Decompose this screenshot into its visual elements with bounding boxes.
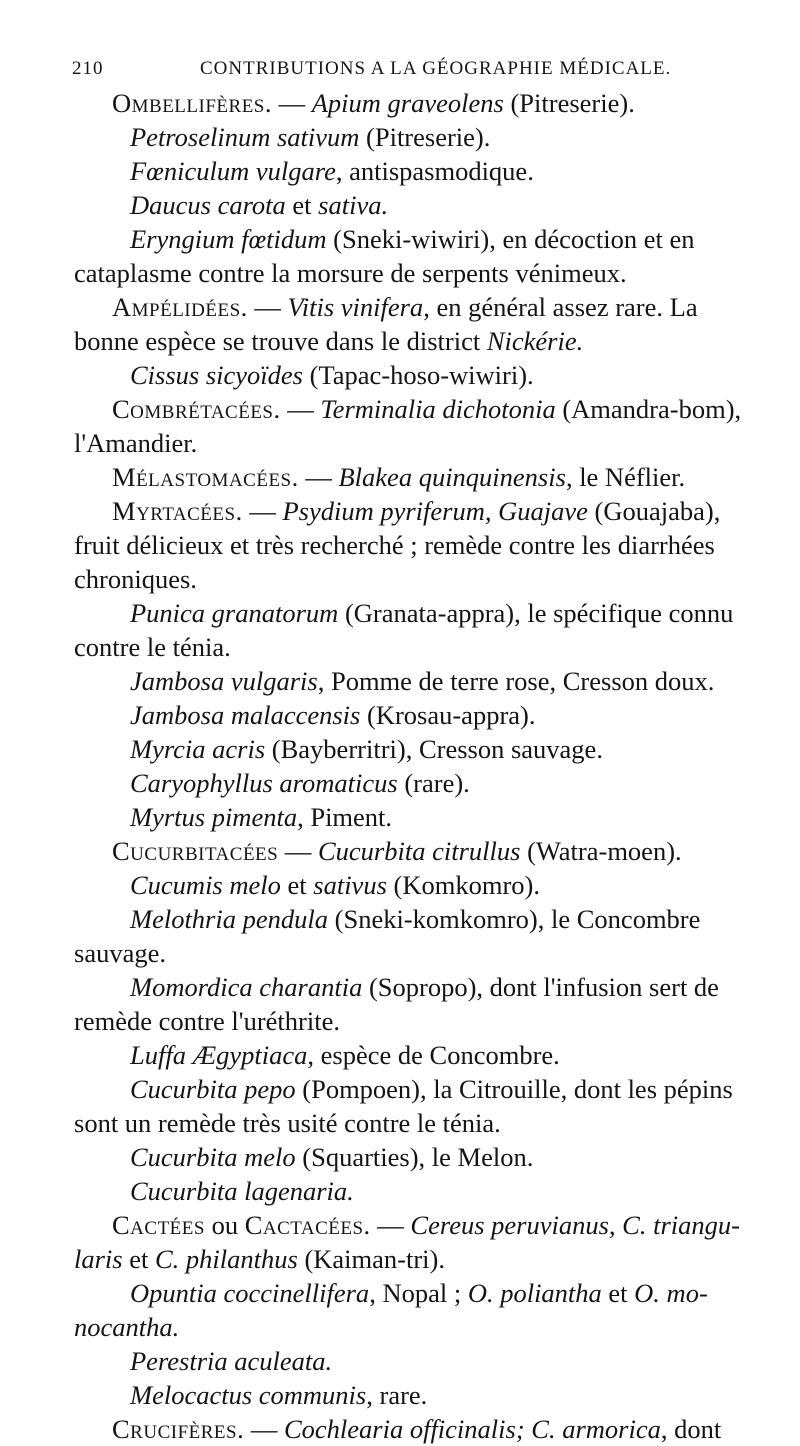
italic-span: C. philanthus	[154, 1244, 298, 1274]
text-line	[74, 630, 764, 664]
text-span: (Sopropo), dont l'infusion sert de	[362, 972, 719, 1002]
text-span: (Pitreserie).	[359, 122, 491, 152]
text-span: (Squarties), le Melon.	[295, 1142, 534, 1172]
text-line	[74, 1242, 764, 1276]
text-line	[74, 970, 764, 1004]
italic-span: Melocactus communis	[130, 1380, 367, 1410]
text-span: bonne espèce se trouve dans le district	[74, 326, 487, 356]
text-span: , le Néflier.	[565, 462, 686, 492]
text-span: (Amandra-bom),	[555, 394, 742, 424]
text-line	[74, 494, 764, 528]
italic-span: Cucumis melo	[130, 870, 281, 900]
text-line	[74, 1140, 764, 1174]
italic-span: Daucus carota	[130, 190, 286, 220]
text-line	[74, 1004, 764, 1038]
family-name: Ampélidées.	[112, 292, 248, 322]
text-span: , Pomme de terre rose, Cresson doux.	[317, 666, 715, 696]
text-line	[74, 1276, 764, 1310]
italic-span: sativa.	[318, 190, 389, 220]
text-span: ou	[204, 1210, 245, 1240]
text-span: et	[122, 1244, 155, 1274]
text-span: , Piment.	[297, 802, 393, 832]
italic-span: Punica granatorum	[130, 598, 339, 628]
text-span: (Sneki-wiwiri), en décoction et en	[326, 224, 695, 254]
italic-span: Cochlearia officinalis; C. armorica	[283, 1414, 661, 1444]
text-line	[74, 120, 764, 154]
italic-span: Opuntia coccinellifera	[130, 1278, 370, 1308]
text-line	[74, 1310, 764, 1344]
text-span: (Pompoen), la Citrouille, dont les pépins	[295, 1074, 733, 1104]
italic-span: O. mo-	[634, 1278, 708, 1308]
text-line	[74, 426, 764, 460]
page-body	[74, 86, 764, 1446]
text-span: (Pitreserie).	[503, 88, 635, 118]
text-span: (Krosau-appra).	[360, 700, 536, 730]
italic-span: laris	[74, 1244, 123, 1274]
family-name: Ombellifères.	[112, 88, 272, 118]
italic-span: Cucurbita citrullus	[317, 836, 521, 866]
italic-span: Jambosa vulgaris	[130, 666, 318, 696]
text-span: —	[247, 292, 288, 322]
text-span: fruit délicieux et très recherché ; remède contre les diarrhées	[74, 530, 715, 560]
family-name: Cactacées.	[244, 1210, 371, 1240]
text-span: et	[601, 1278, 635, 1308]
text-line	[74, 222, 764, 256]
italic-span: Vitis vinifera	[287, 292, 424, 322]
italic-span: Eryngium fœtidum	[130, 224, 327, 254]
text-span: l'Amandier.	[74, 428, 198, 458]
italic-span: Cucurbita pepo	[130, 1074, 296, 1104]
text-span: —	[370, 1210, 411, 1240]
text-span: (rare).	[397, 768, 470, 798]
text-span: —	[242, 496, 283, 526]
italic-span: Myrcia acris	[130, 734, 266, 764]
text-line	[74, 154, 764, 188]
text-span: sauvage.	[74, 938, 166, 968]
text-line	[74, 324, 764, 358]
italic-span: Cucurbita lagenaria.	[130, 1176, 354, 1206]
text-line	[74, 800, 764, 834]
italic-span: Perestria aculeata.	[130, 1346, 333, 1376]
text-span: remède contre l'uréthrite.	[74, 1006, 340, 1036]
text-line	[74, 1344, 764, 1378]
text-line	[74, 86, 764, 120]
text-line	[74, 1412, 764, 1446]
italic-span: Myrtus pimenta	[130, 802, 298, 832]
text-line	[74, 528, 764, 562]
text-line	[74, 868, 764, 902]
text-line	[74, 766, 764, 800]
text-span: (Bayberritri), Cresson sauvage.	[265, 734, 603, 764]
family-name: Cucurbitacées	[112, 836, 279, 866]
italic-span: O. poliantha	[467, 1278, 602, 1308]
italic-span: nocantha.	[74, 1312, 180, 1342]
text-span: (Granata-appra), le spécifique connu	[338, 598, 734, 628]
italic-span: sativus	[313, 870, 387, 900]
text-span: , espèce de Concombre.	[307, 1040, 560, 1070]
italic-span: Blakea quinquinensis	[338, 462, 566, 492]
text-span: , dont	[660, 1414, 722, 1444]
italic-span: Petroselinum sativum	[130, 122, 360, 152]
family-name: Myrtacées.	[112, 496, 243, 526]
text-span: , antispasmodique.	[335, 156, 534, 186]
text-span: —	[244, 1414, 284, 1444]
text-span: contre le ténia.	[74, 632, 231, 662]
text-line	[74, 1072, 764, 1106]
text-span: —	[280, 394, 321, 424]
text-span: , Nopal ;	[369, 1278, 468, 1308]
italic-span: Fœniculum vulgare	[130, 156, 336, 186]
text-span: (Komkomro).	[386, 870, 540, 900]
text-span: sont un remède très usité contre le ténia.	[74, 1108, 501, 1138]
italic-span: Cucurbita melo	[130, 1142, 296, 1172]
text-span: —	[272, 88, 312, 118]
text-span: (Sneki-komkomro), le Concombre	[328, 904, 701, 934]
text-span: (Tapac-hoso-wiwiri).	[303, 360, 534, 390]
text-line	[74, 698, 764, 732]
italic-span: Terminalia dichotonia	[320, 394, 556, 424]
text-line	[74, 664, 764, 698]
text-span: cataplasme contre la morsure de serpents vénimeux.	[74, 258, 627, 288]
text-line	[74, 256, 764, 290]
text-line	[74, 1208, 764, 1242]
text-span: (Kaiman-tri).	[297, 1244, 445, 1274]
text-span: et	[285, 190, 319, 220]
family-name: Combrétacées.	[112, 394, 281, 424]
family-name: Mélastomacées.	[112, 462, 299, 492]
text-line	[74, 936, 764, 970]
text-line	[74, 392, 764, 426]
italic-span: Cereus peruvianus, C. triangu-	[410, 1210, 740, 1240]
italic-span: Melothria pendula	[130, 904, 328, 934]
text-line	[74, 732, 764, 766]
italic-span: Psydium pyriferum, Guajave	[282, 496, 588, 526]
running-header	[72, 58, 756, 88]
running-title: CONTRIBUTIONS A LA GÉOGRAPHIE MÉDICALE.	[200, 58, 672, 79]
text-span: —	[278, 836, 318, 866]
italic-span: Apium graveolens	[311, 88, 504, 118]
italic-span: Caryophyllus aromaticus	[130, 768, 398, 798]
text-line	[74, 460, 764, 494]
text-line	[74, 834, 764, 868]
text-span: —	[298, 462, 339, 492]
family-name: Crucifères.	[112, 1414, 245, 1444]
text-line	[74, 1038, 764, 1072]
text-line	[74, 1378, 764, 1412]
text-span: , rare.	[366, 1380, 428, 1410]
italic-span: Momordica charantia	[130, 972, 363, 1002]
text-span: (Gouajaba),	[587, 496, 721, 526]
family-name: Cactées	[112, 1210, 205, 1240]
text-span: (Watra-moen).	[520, 836, 682, 866]
text-line	[74, 562, 764, 596]
text-line	[74, 358, 764, 392]
text-span: chroniques.	[74, 564, 197, 594]
text-line	[74, 902, 764, 936]
italic-span: Cissus sicyoïdes	[130, 360, 303, 390]
text-line	[74, 290, 764, 324]
page-number: 210	[72, 58, 104, 79]
italic-span: Nickérie.	[486, 326, 584, 356]
text-span: et	[280, 870, 314, 900]
text-line	[74, 596, 764, 630]
text-span: , en général assez rare. La	[423, 292, 698, 322]
italic-span: Luffa Ægyptiaca	[130, 1040, 308, 1070]
text-line	[74, 1106, 764, 1140]
text-line	[74, 1174, 764, 1208]
italic-span: Jambosa malaccensis	[130, 700, 361, 730]
text-line	[74, 188, 764, 222]
